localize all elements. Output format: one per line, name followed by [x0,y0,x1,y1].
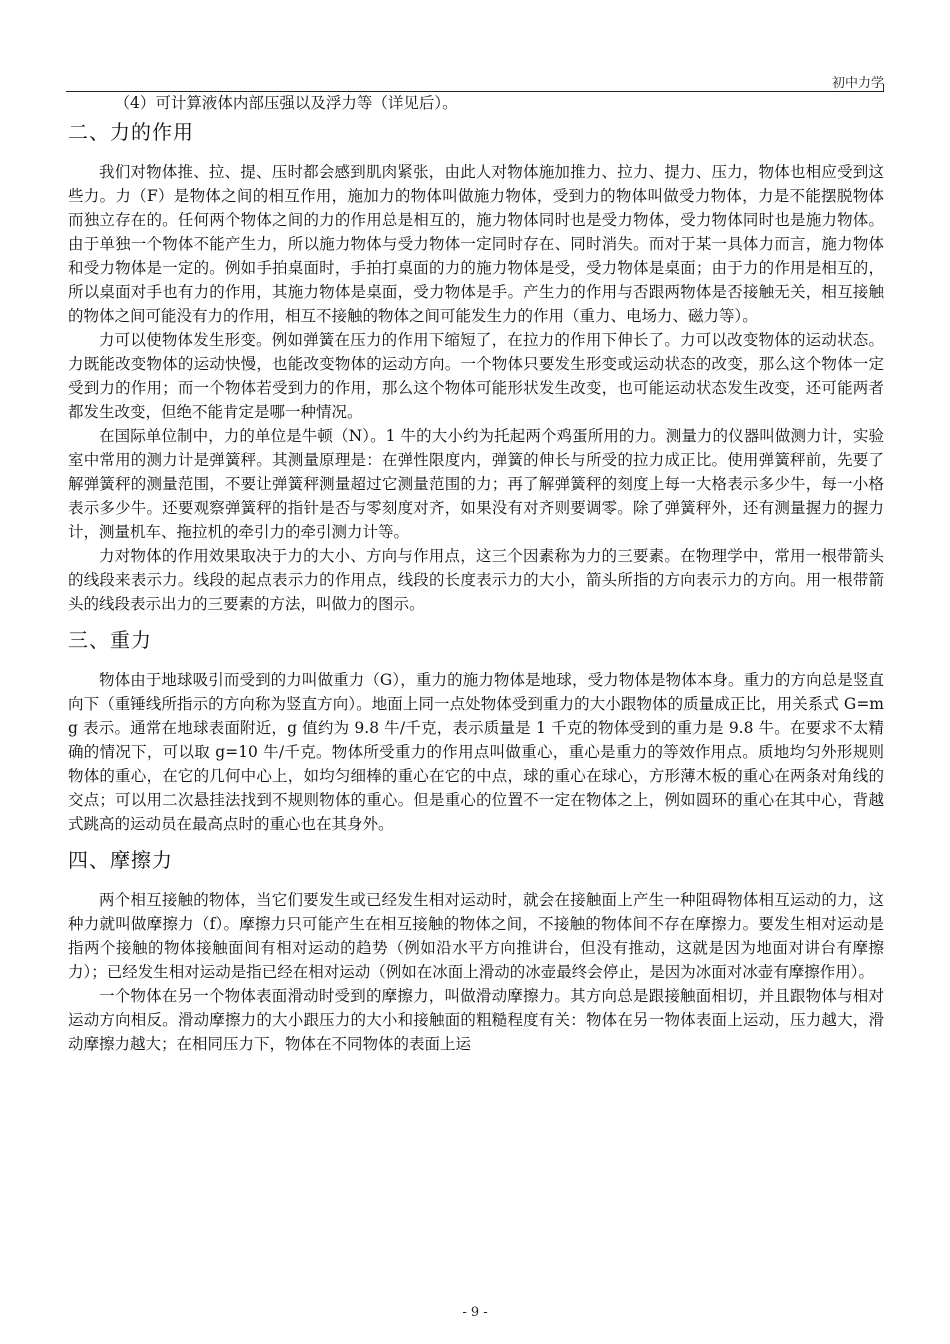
section-heading-force-action: 二、力的作用 [68,120,194,144]
paragraph-force-definition: 我们对物体推、拉、提、压时都会感到肌肉紧张，由此人对物体施加推力、拉力、提力、压力，物体也相应受到这些力。力（F）是物体之间的相互作用，施加力的物体叫做施力物体，受到力的物体叫做受力物体，力是不能摆脱物体而独立存在的。任何两个物体之间的力的作用总是相互的，施力物体同时也是受力物体，受力物体同时也是施力物体。由于单独一个物体不能产生力，所以施力物体与受力物体一定同时存在、同时消失。而对于某一具体力而言，施力物体和受力物体是一定的。例如手拍桌面时，手拍打桌面的力的施力物体是受，受力物体是桌面；由于力的作用是相互的，所以桌面对手也有力的作用，其施力物体是桌面，受力物体是手。产生力的作用与否跟两物体是否接触无关，相互接触的物体之间可能没有力的作用，相互不接触的物体之间可能发生力的作用（重力、电场力、磁力等）。 [68,163,884,325]
page-number: - 9 - [462,1305,488,1320]
paragraph-gravity: 物体由于地球吸引而受到的力叫做重力（G），重力的施力物体是地球，受力物体是物体本身。重力的方向总是竖直向下（重锤线所指示的方向称为竖直方向）。地面上同一点处物体受到重力的大小跟物体的质量成正比，用关系式 G=mg 表示。通常在地球表面附近，g 值约为 9.8 牛/千克，表示质量是 1 千克的物体受到的重力是 9.8 牛。在要求不太精确的情况下，可以取 g=10 牛/千克。物体所受重力的作用点叫做重心，重心是重力的等效作用点。质地均匀外形规则物体的重心，在它的几何中心上，如均匀细棒的重心在它的中点，球的重心在球心，方形薄木板的重心在两条对角线的交点；可以用二次悬挂法找到不规则物体的重心。但是重心的位置不一定在物体之上，例如圆环的重心在其中心，背越式跳高的运动员在最高点时的重心也在其身外。 [68,671,884,833]
section-heading-friction: 四、摩擦力 [68,848,173,872]
page-body [68,92,884,1056]
running-header-title: 初中力学 [831,76,884,91]
paragraph-force-elements: 力对物体的作用效果取决于力的大小、方向与作用点，这三个因素称为力的三要素。在物理学中，常用一根带箭头的线段来表示力。线段的起点表示力的作用点，线段的长度表示力的大小，箭头所指的方向表示力的方向。用一根带箭头的线段表示出力的三要素的方法，叫做力的图示。 [68,547,884,613]
paragraph-force-unit: 在国际单位制中，力的单位是牛顿（N）。1 牛的大小约为托起两个鸡蛋所用的力。测量力的仪器叫做测力计，实验室中常用的测力计是弹簧秤。其测量原理是：在弹性限度内，弹簧的伸长与所受的拉力成正比。使用弹簧秤前，先要了解弹簧秤的测量范围，不要让弹簧秤测量超过它测量范围的力；再了解弹簧秤的刻度上每一大格表示多少牛，每一小格表示多少牛。还要观察弹簧秤的指针是否与零刻度对齐，如果没有对齐则要调零。除了弹簧秤外，还有测量握力的握力计，测量机车、拖拉机的牵引力的牵引测力计等。 [68,427,884,541]
section-heading-gravity: 三、重力 [68,628,152,652]
paragraph-force-effects: 力可以使物体发生形变。例如弹簧在压力的作用下缩短了，在拉力的作用下伸长了。力可以改变物体的运动状态。力既能改变物体的运动快慢，也能改变物体的运动方向。一个物体只要发生形变或运动状态的改变，那么这个物体一定受到力的作用；而一个物体若受到力的作用，那么这个物体可能形状发生改变，也可能运动状态发生改变，还可能两者都发生改变，但绝不能肯定是哪一种情况。 [68,331,884,421]
intro-line: （4）可计算液体内部压强以及浮力等（详见后）。 [114,94,458,112]
paragraph-friction-definition: 两个相互接触的物体，当它们要发生或已经发生相对运动时，就会在接触面上产生一种阻碍物体相互运动的力，这种力就叫做摩擦力（f）。摩擦力只可能产生在相互接触的物体之间，不接触的物体间不存在摩擦力。要发生相对运动是指两个接触的物体接触面间有相对运动的趋势（例如沿水平方向推讲台，但没有推动，这就是因为地面对讲台有摩擦力）；已经发生相对运动是指已经在相对运动（例如在冰面上滑动的冰壶最终会停止，是因为冰面对冰壶有摩擦作用）。 [68,891,884,981]
paragraph-sliding-friction: 一个物体在另一个物体表面滑动时受到的摩擦力，叫做滑动摩擦力。其方向总是跟接触面相切，并且跟物体与相对运动方向相反。滑动摩擦力的大小跟压力的大小和接触面的粗糙程度有关：物体在另一物体表面上运动，压力越大，滑动摩擦力越大；在相同压力下，物体在不同物体的表面上运 [68,987,884,1053]
